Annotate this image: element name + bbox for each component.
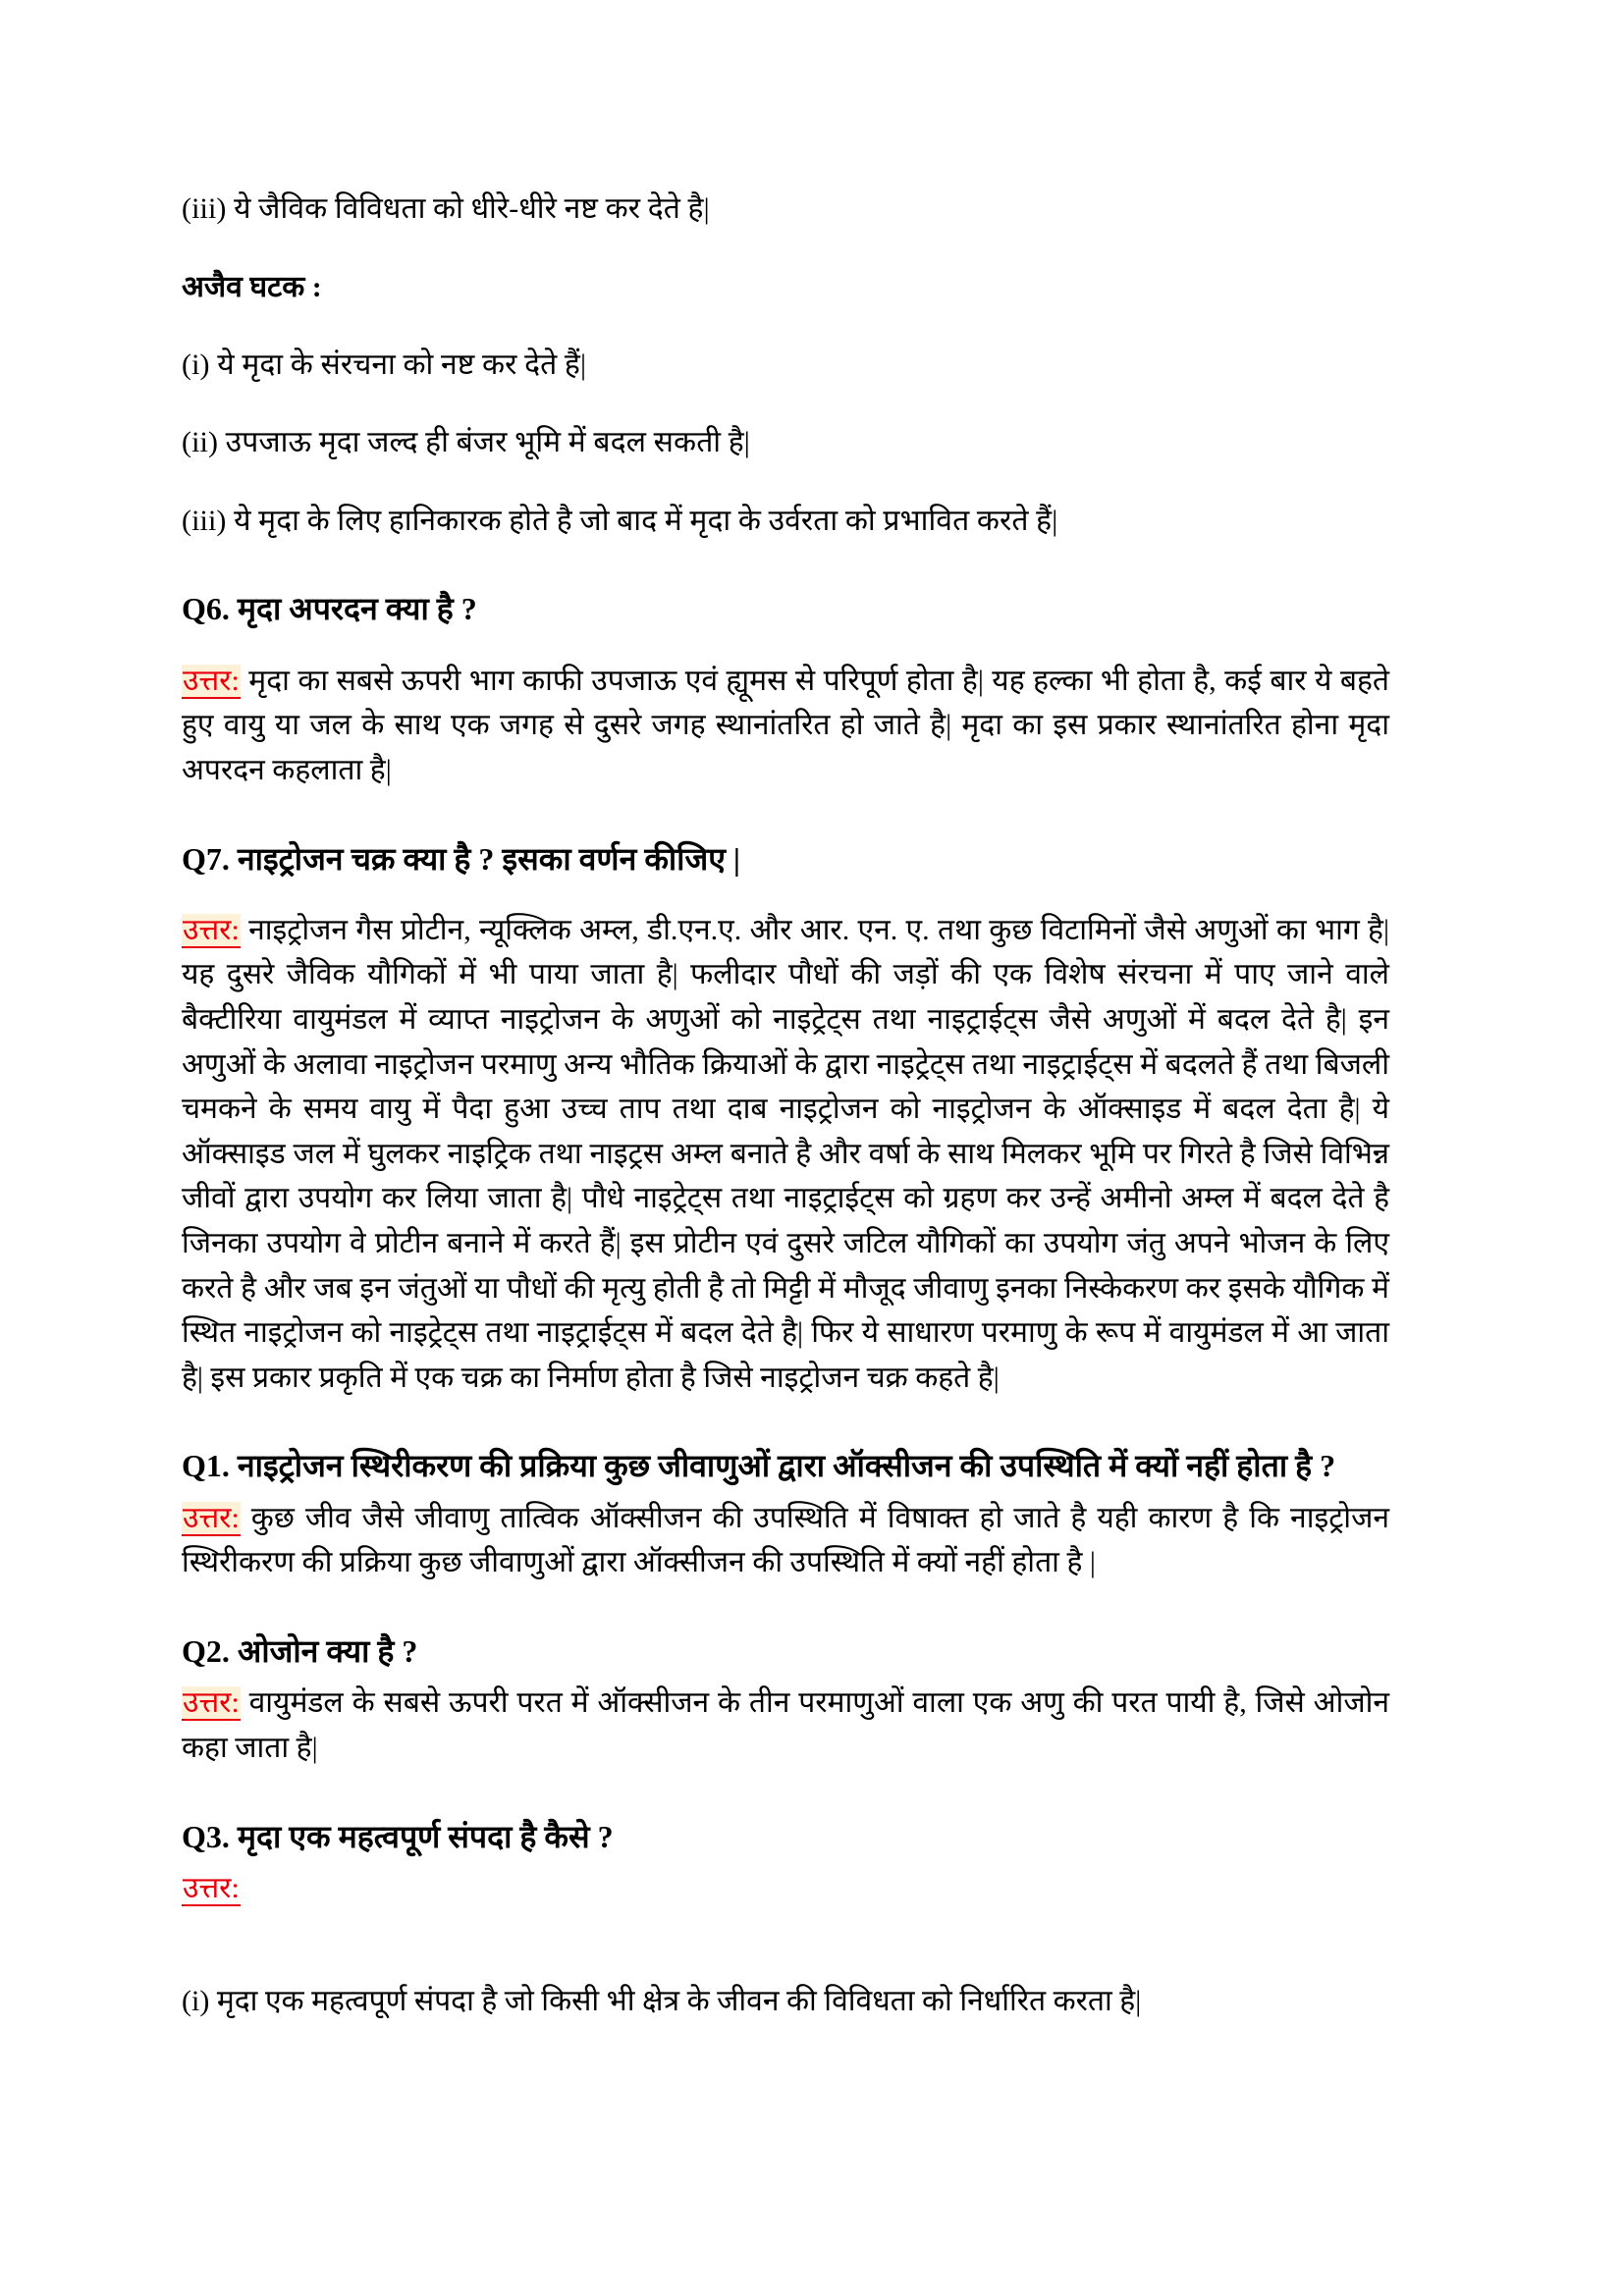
answer-label-q1: उत्तर: bbox=[183, 1501, 240, 1534]
question-q7-heading: Q7. नाइट्रोजन चक्र क्या है ? इसका वर्णन कीजिए | bbox=[182, 840, 740, 877]
answer-q3 bbox=[182, 1866, 1389, 1911]
abiotic-section-heading: अजैव घटक : bbox=[182, 270, 322, 303]
question-q2-heading: Q2. ओजोन क्या है ? bbox=[182, 1632, 418, 1669]
spacer bbox=[182, 1940, 1389, 1979]
answer-q1 bbox=[182, 1496, 1389, 1585]
document-body bbox=[182, 187, 1389, 2023]
answer-q6 bbox=[182, 659, 1389, 793]
question-q1-heading: Q1. नाइट्रोजन स्थिरीकरण की प्रक्रिया कुछ जीवाणुओं द्वारा ऑक्सीजन की उपस्थिति में क्यों नहीं होता है ? bbox=[182, 1448, 1336, 1484]
q3-item-i: (i) मृदा एक महत्वपूर्ण संपदा है जो किसी भी क्षेत्र के जीवन की विविधता को निर्धारित करता है| bbox=[182, 1985, 1142, 2018]
answer-text-q7: नाइट्रोजन गैस प्रोटीन, न्यूक्लिक अम्ल, डी.एन.ए. और आर. एन. ए. तथा कुछ विटामिनों जैसे अणुओं का भाग है| यह दुसरे जैविक यौगिकों में भी पाया जाता है| फलीदार पौधों की जड़ों की एक विशेष संरचना में पाए जाने वाले बैक्टीरिया वायुमंडल में व्याप्त नाइट्रोजन के अणुओं को नाइट्रेट्स तथा नाइट्राईट्स जैसे अणुओं में बदल देते है| इन अणुओं के अलावा नाइट्रोजन परमाणु अन्य भौतिक क्रियाओं के द्वारा नाइट्रेट्स तथा नाइट्राईट्स में बदलते हैं तथा बिजली चमकने के समय वायु में पैदा हुआ उच्च ताप तथा दाब नाइट्रोजन को नाइट्रोजन के ऑक्साइड में बदल देता है| ये ऑक्साइड जल में घुलकर नाइट्रिक तथा नाइट्रस अम्ल बनाते है और वर्षा के साथ मिलकर भूमि पर गिरते है जिसे विभिन्न जीवों द्वारा उपयोग कर लिया जाता है| पौधे नाइट्रेट्स तथा नाइट्राईट्स को ग्रहण कर उन्हें अमीनो अम्ल में बदल देते है जिनका उपयोग वे प्रोटीन बनाने में करते हैं| इस प्रोटीन एवं दुसरे जटिल यौगिकों का उपयोग जंतु अपने भोजन के लिए करते है और जब इन जंतुओं या पौधों की मृत्यु होती है तो मिट्टी में मौजूद जीवाणु इनका निस्केकरण कर इसके यौगिक में स्थित नाइट्रोजन को नाइट्रेट्स तथा नाइट्राईट्स में बदल देते है| फिर ये साधारण परमाणु के रूप में वायुमंडल में आ जाता है| इस प्रकार प्रकृति में एक चक्र का निर्माण होता है जिसे नाइट्रोजन चक्र कहते है| bbox=[182, 913, 1389, 1394]
answer-text-q1: कुछ जीव जैसे जीवाणु तात्विक ऑक्सीजन की उपस्थिति में विषाक्त हो जाते है यही कारण है कि नाइट्रोजन स्थिरीकरण की प्रक्रिया कुछ जीवाणुओं द्वारा ऑक्सीजन की उपस्थिति में क्यों नहीं होता है | bbox=[182, 1501, 1389, 1579]
answer-q2 bbox=[182, 1681, 1389, 1770]
answer-label-q2: उत्तर: bbox=[183, 1686, 240, 1720]
question-q3-heading: Q3. मृदा एक महत्वपूर्ण संपदा है कैसे ? bbox=[182, 1818, 614, 1854]
top-list-item-iii: (iii) ये जैविक विविधता को धीरे-धीरे नष्ट कर देते है| bbox=[182, 192, 710, 225]
answer-text-q2: वायुमंडल के सबसे ऊपरी परत में ऑक्सीजन के तीन परमाणुओं वाला एक अणु की परत पायी है, जिसे ओजोन कहा जाता है| bbox=[182, 1686, 1389, 1764]
abiotic-item-iii: (iii) ये मृदा के लिए हानिकारक होते है जो बाद में मृदा के उर्वरता को प्रभावित करते हैं| bbox=[182, 504, 1058, 537]
answer-q7 bbox=[182, 908, 1389, 1401]
answer-label-q3: उत्तर: bbox=[183, 1871, 240, 1904]
answer-label-q7: उत्तर: bbox=[183, 913, 240, 946]
abiotic-item-ii: (ii) उपजाऊ मृदा जल्द ही बंजर भूमि में बदल सकती है| bbox=[182, 426, 750, 459]
answer-label-q6: उत्तर: bbox=[183, 664, 240, 697]
question-q6-heading: Q6. मृदा अपरदन क्या है ? bbox=[182, 591, 477, 627]
answer-text-q6: मृदा का सबसे ऊपरी भाग काफी उपजाऊ एवं ह्यूमस से परिपूर्ण होता है| यह हल्का भी होता है, कई बार ये बहते हुए वायु या जल के साथ एक जगह से दुसरे जगह स्थानांतरित हो जाते है| मृदा का इस प्रकार स्थानांतरित होना मृदा अपरदन कहलाता है| bbox=[182, 664, 1389, 786]
abiotic-item-i: (i) ये मृदा के संरचना को नष्ट कर देते हैं| bbox=[182, 347, 587, 381]
